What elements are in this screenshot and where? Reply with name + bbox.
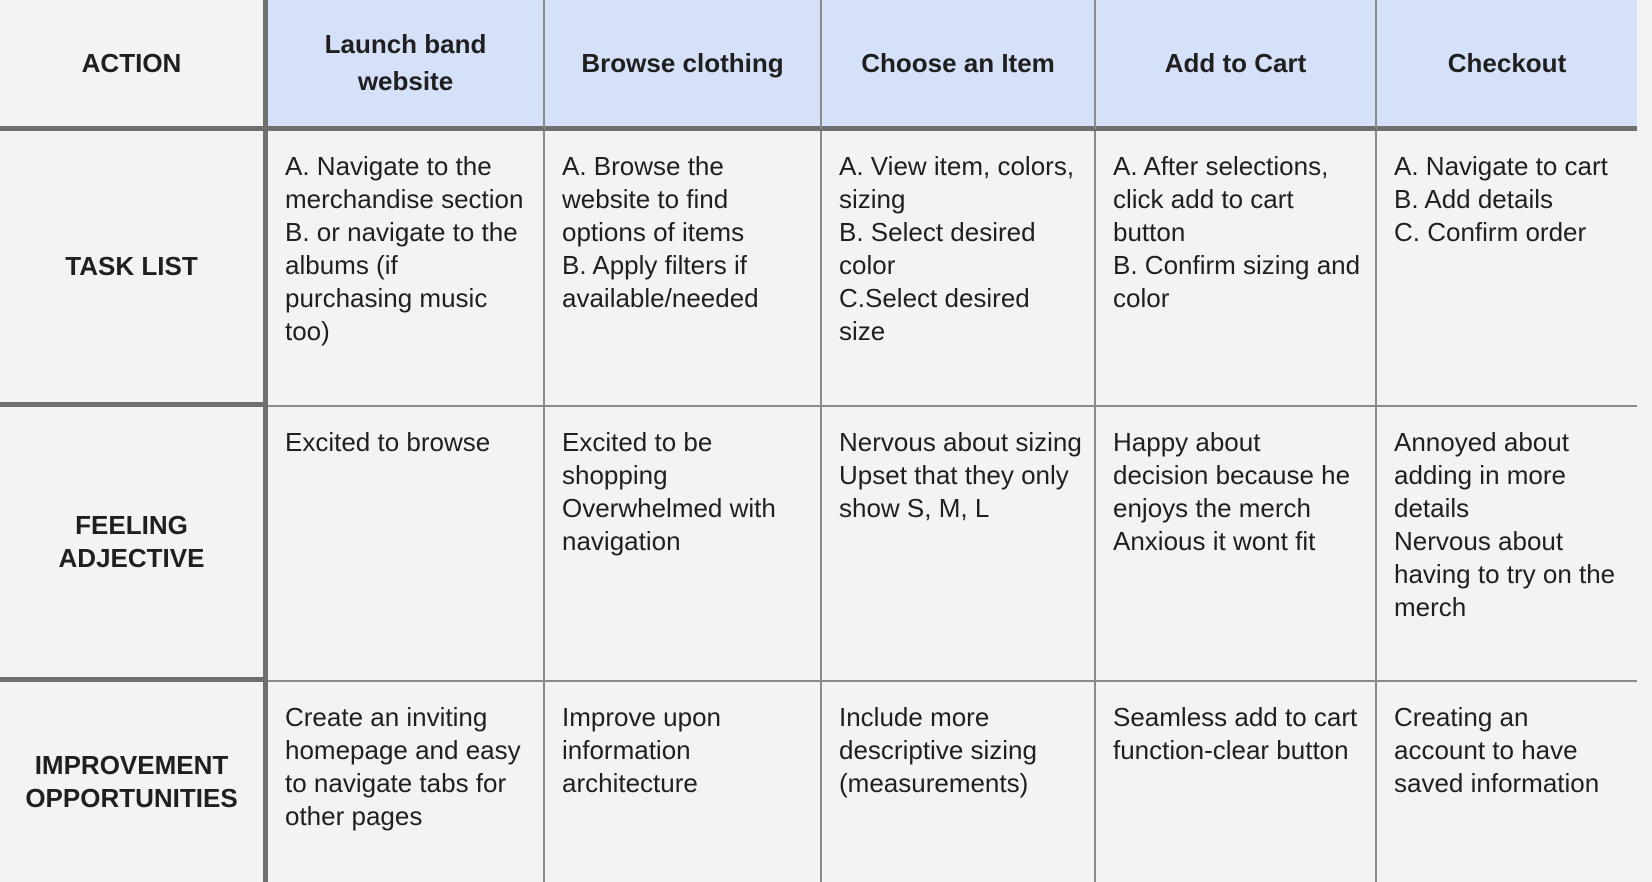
feeling-cell-choose: Nervous about sizing Upset that they only show S, M, L (822, 407, 1096, 682)
task-cell-checkout: A. Navigate to cart B. Add details C. Confirm order (1377, 131, 1637, 407)
feeling-cell-launch: Excited to browse (268, 407, 545, 682)
improvement-cell-choose: Include more descriptive sizing (measurements) (822, 682, 1096, 882)
stage-header-checkout: Checkout (1377, 0, 1637, 131)
stage-header-browse: Browse clothing (545, 0, 822, 131)
feeling-cell-checkout: Annoyed about adding in more details Nervous about having to try on the merch (1377, 407, 1637, 682)
task-cell-browse: A. Browse the website to find options of items B. Apply filters if available/needed (545, 131, 822, 407)
stage-header-add-to-cart: Add to Cart (1096, 0, 1377, 131)
row-label-feeling-adjective: FEELING ADJECTIVE (0, 407, 268, 682)
improvement-cell-checkout: Creating an account to have saved information (1394, 702, 1600, 798)
row-label-task-list: TASK LIST (0, 131, 268, 407)
task-cell-choose: A. View item, colors, sizing B. Select desired color C.Select desired size (822, 131, 1096, 407)
task-cell-add-to-cart: A. After selections, click add to cart button B. Confirm sizing and color (1096, 131, 1377, 407)
improvement-cell-browse: Improve upon information architecture (545, 682, 822, 882)
improvement-cell-add-to-cart: Seamless add to cart function-clear button (1096, 682, 1377, 882)
improvement-cell-launch: Create an inviting homepage and easy to navigate tabs for other pages (268, 682, 545, 882)
task-cell-launch: A. Navigate to the merchandise section B. or navigate to the albums (if purchasing music too) (268, 131, 545, 407)
feeling-cell-browse: Excited to be shopping Overwhelmed with navigation (545, 407, 822, 682)
row-label-improvement-opportunities: IMPROVEMENT OPPORTUNITIES (0, 682, 268, 882)
stage-header-choose: Choose an Item (822, 0, 1096, 131)
feeling-cell-add-to-cart: Happy about decision because he enjoys the merch Anxious it wont fit (1096, 407, 1377, 682)
stage-header-launch: Launch band website (268, 0, 545, 131)
corner-action-label: ACTION (0, 0, 268, 131)
